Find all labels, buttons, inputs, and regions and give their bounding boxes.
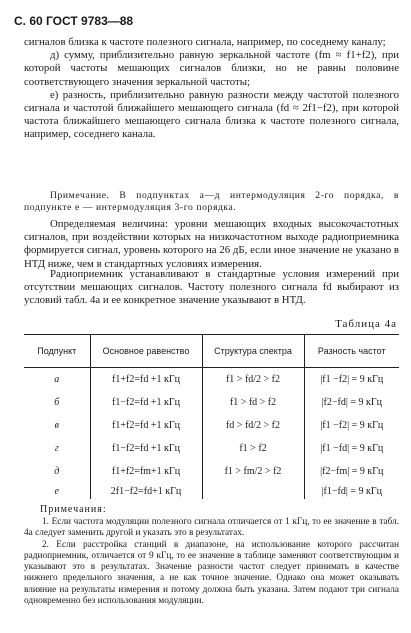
table-row: [24, 437, 399, 460]
note-item: 1. Если частота модуляции полезного сигнала отличается от 1 кГц, то ее значение в табл. 4а следует заменить другой и указать это в результатах.: [24, 517, 399, 539]
table-cell: f1+f2=fd +1 кГц: [90, 414, 202, 437]
table-cell: а: [54, 374, 60, 385]
table-cell: |f1−fd| = 9 кГц: [304, 483, 399, 499]
table-cell: |f2−fd| = 9 кГц: [304, 391, 399, 414]
table-cell: |f1 −fd| = 9 кГц: [304, 437, 399, 460]
table-cell: |f2−fm| = 9 кГц: [304, 460, 399, 483]
column-header: Структура спектра: [202, 335, 304, 368]
text-block-conditions: [24, 268, 399, 308]
standard-code: ГОСТ 9783—88: [46, 14, 134, 28]
table-cell: |f1 −f2| = 9 кГц: [304, 368, 399, 392]
table-cell: f1 > fm/2 > f2: [202, 460, 304, 483]
table-cell: в: [54, 420, 59, 431]
note-block: [24, 190, 399, 214]
table-cell: f1+f2=fd +1 кГц: [90, 368, 202, 392]
paragraph-conditions: Радиоприемник устанавливают в стандартные условия измерений при отсутствии мешающих сигналов. Частоту полезного сигнала fd выбирают из условий табл. 4а и ее конкретное значение указывают в НТД.: [24, 268, 399, 307]
table-cell: |f1 −f2| = 9 кГц: [304, 414, 399, 437]
table-cell: f1−f2=fd +1 кГц: [90, 437, 202, 460]
note-item: 2. Если расстройка станций в диапазоне, на использование которого рассчитан радиоприемник, отличается от 9 кГц, то ее значение в таблице заменяют соответствующим и указывают это в результатах. Значение разности частот следует принимать в качестве нижнего предельного значения, а не как точное значение. Однако она может оказывать влияние на результаты измерения и потому должна быть указана. Затем подают три сигнала одновременно без использования модуляции.: [24, 539, 399, 607]
table-cell: 2f1−f2=fd+1 кГц: [90, 483, 202, 499]
text-block-list: [24, 36, 399, 142]
table-row: [24, 483, 399, 499]
table-cell: [202, 483, 304, 499]
notes-title: Примечания:: [40, 504, 107, 515]
table-cell: г: [54, 443, 59, 454]
data-table: [24, 334, 399, 499]
paragraph-item-e: е) разность, приблизительно равную разности между частотой полезного сигнала и частотой ближайшего мешающего сигнала (fd ≈ 2f1−f2), при которой частота ближайшего мешающего сигнала близка к частоте полезного сигнала, например, соседнего канала.: [24, 88, 399, 141]
table-title: Таблица 4а: [335, 318, 397, 330]
table-cell: f1 > fd/2 > f2: [202, 368, 304, 392]
table-row: [24, 414, 399, 437]
table-row: [24, 391, 399, 414]
page-header: [14, 14, 133, 28]
paragraph-quantity: Определяемая величина: уровни мешающих входных высокочастотных сигналов, при воздействии которых на низкочастотном выходе радиоприемника формируется сигнал, уровень которого на 26 дБ, если иное значение не указано в НТД ниже, чем в стандартных условиях измерения.: [24, 218, 399, 270]
table-row: [24, 368, 399, 392]
paragraph-intro: сигналов близка к частоте полезного сигнала, например, по соседнему каналу;: [24, 36, 386, 48]
note-interm: Примечание. В подпунктах а—д интермодуляция 2-го порядка, в подпункте е — интермодуляция 3-го порядка.: [24, 190, 399, 213]
column-header: Основное равенство: [90, 335, 202, 368]
table-header-row: [24, 335, 399, 368]
column-header: Разность частот: [304, 335, 399, 368]
table-cell: f1+f2=fm+1 кГц: [90, 460, 202, 483]
paragraph-item-d: д) сумму, приблизительно равную зеркальной частоте (fm ≈ f1+f2), при которой частоты мешающих сигналов близки, но не равны половине соответствующего значения зеркальной частоты;: [24, 49, 399, 88]
text-block-measure: [24, 218, 399, 271]
notes-block: [24, 517, 399, 607]
table-cell: д: [54, 466, 60, 477]
page-number: С. 60: [14, 14, 43, 28]
table-cell: е: [54, 485, 59, 497]
table-cell: fd > fd/2 > f2: [202, 414, 304, 437]
table-cell: б: [54, 397, 60, 408]
column-header: Подпункт: [24, 335, 90, 368]
table-row: [24, 460, 399, 483]
table-cell: f1 > fd > f2: [202, 391, 304, 414]
table-cell: f1 > f2: [202, 437, 304, 460]
table-cell: f1−f2=fd +1 кГц: [90, 391, 202, 414]
